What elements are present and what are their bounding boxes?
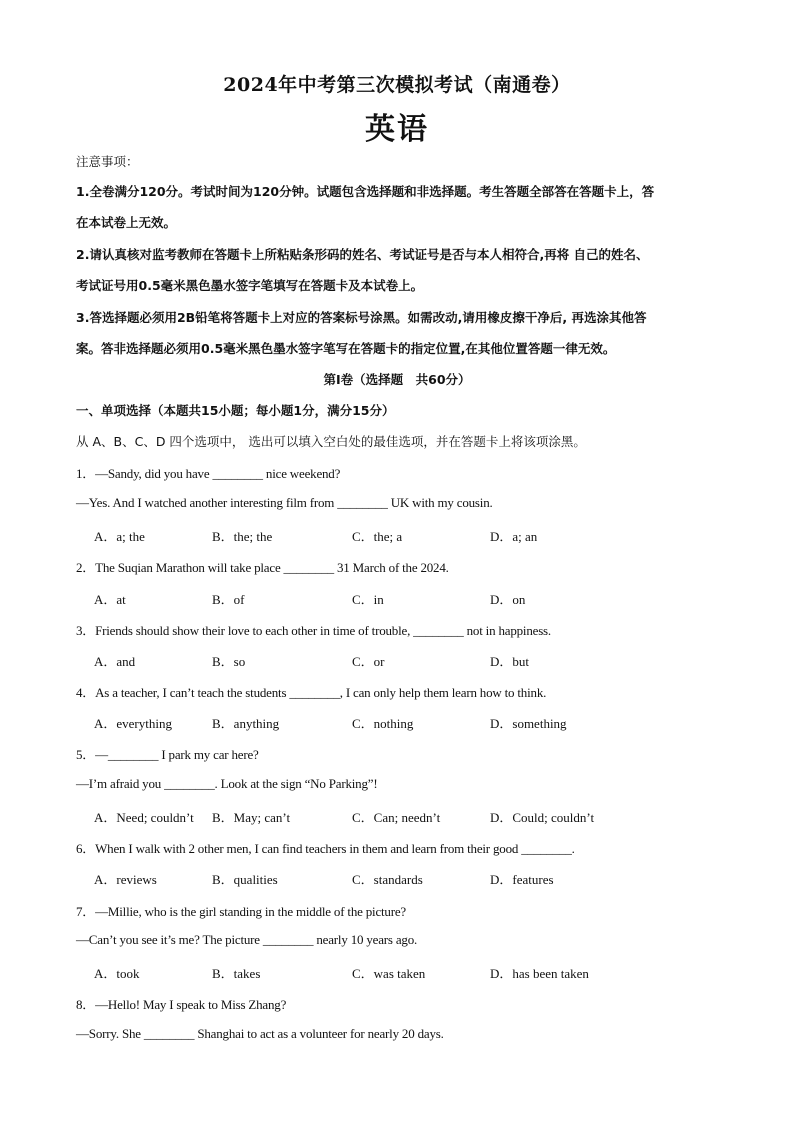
question-stem: 8．—Hello! May I speak to Miss Zhang? <box>76 997 287 1012</box>
question-stem: 7．—Millie, who is the girl standing in the middle of the picture? <box>76 904 406 919</box>
option-d[interactable]: D．features <box>490 872 554 887</box>
question-stem: —Yes. And I watched another interesting film from ________ UK with my cousin. <box>76 495 493 510</box>
option-a[interactable]: A．a; the <box>94 529 145 544</box>
notice-line: 案。答非选择题必须用0.5毫米黑色墨水签字笔写在答题卡的指定位置,在其他位置答题一律无效。 <box>76 341 616 356</box>
option-a[interactable]: A．everything <box>94 716 172 731</box>
option-b[interactable]: B．qualities <box>212 872 278 887</box>
option-c[interactable]: C．was taken <box>352 966 426 981</box>
option-a[interactable]: A．took <box>94 966 140 981</box>
option-a[interactable]: A．and <box>94 654 136 669</box>
exam-title: 2024年中考第三次模拟考试（南通卷） <box>223 74 571 96</box>
option-b[interactable]: B．of <box>212 592 245 607</box>
question-stem: 2．The Suqian Marathon will take place ________ 31 March of the 2024. <box>76 560 449 575</box>
option-d[interactable]: D．but <box>490 654 530 669</box>
section-title: 一、单项选择（本题共15小题；每小题1分，满分15分） <box>76 403 395 418</box>
option-b[interactable]: B．so <box>212 654 246 669</box>
question-stem: —Sorry. She ________ Shanghai to act as a volunteer for nearly 20 days. <box>76 1026 444 1041</box>
notice-line: 3.答选择题必须用2B铅笔将答题卡上对应的答案标号涂黑。如需改动,请用橡皮擦干净后, 再选涂其他答 <box>76 310 647 325</box>
part-title: 第Ⅰ卷（选择题 共60分） <box>323 372 471 387</box>
option-b[interactable]: B．the; the <box>212 529 273 544</box>
section-instruction: 从 A、B、C、D 四个选项中， 选出可以填入空白处的最佳选项，并在答题卡上将该项涂黑。 <box>76 434 586 449</box>
option-c[interactable]: C．Can; needn’t <box>352 810 441 825</box>
question-stem: 5．—________ I park my car here? <box>76 747 259 762</box>
option-b[interactable]: B．takes <box>212 966 261 981</box>
option-b[interactable]: B．anything <box>212 716 280 731</box>
question-stem: 6．When I walk with 2 other men, I can find teachers in them and learn from their good ________. <box>76 841 575 856</box>
option-d[interactable]: D．a; an <box>490 529 538 544</box>
option-d[interactable]: D．on <box>490 592 526 607</box>
question-stem: 1．—Sandy, did you have ________ nice weekend? <box>76 466 341 481</box>
notice-heading: 注意事项： <box>76 154 139 169</box>
option-d[interactable]: D．Could; couldn’t <box>490 810 595 825</box>
option-c[interactable]: C．in <box>352 592 384 607</box>
option-d[interactable]: D．something <box>490 716 567 731</box>
notice-line: 考试证号用0.5毫米黑色墨水签字笔填写在答题卡及本试卷上。 <box>76 278 424 293</box>
option-a[interactable]: A．reviews <box>94 872 157 887</box>
option-a[interactable]: A．Need; couldn’t <box>94 810 194 825</box>
question-stem: 4．As a teacher, I can’t teach the students ________, I can only help them learn how to think. <box>76 685 547 700</box>
question-stem: 3．Friends should show their love to each other in time of trouble, ________ not in happiness. <box>76 623 551 638</box>
notice-line: 2.请认真核对监考教师在答题卡上所粘贴条形码的姓名、考试证号是否与本人相符合,再将 自己的姓名、 <box>76 247 649 262</box>
option-d[interactable]: D．has been taken <box>490 966 589 981</box>
option-c[interactable]: C．standards <box>352 872 423 887</box>
option-c[interactable]: C．or <box>352 654 385 669</box>
option-b[interactable]: B．May; can’t <box>212 810 291 825</box>
notice-line: 在本试卷上无效。 <box>76 215 177 230</box>
option-c[interactable]: C．the; a <box>352 529 403 544</box>
notice-line: 1.全卷满分120分。考试时间为120分钟。试题包含选择题和非选择题。考生答题全部答在答题卡上，答 <box>76 184 655 199</box>
subject-title: 英语 <box>365 112 429 147</box>
option-c[interactable]: C．nothing <box>352 716 414 731</box>
question-stem: —Can’t you see it’s me? The picture ________ nearly 10 years ago. <box>76 932 418 947</box>
question-stem: —I’m afraid you ________. Look at the sign “No Parking”! <box>76 776 378 791</box>
option-a[interactable]: A．at <box>94 592 126 607</box>
